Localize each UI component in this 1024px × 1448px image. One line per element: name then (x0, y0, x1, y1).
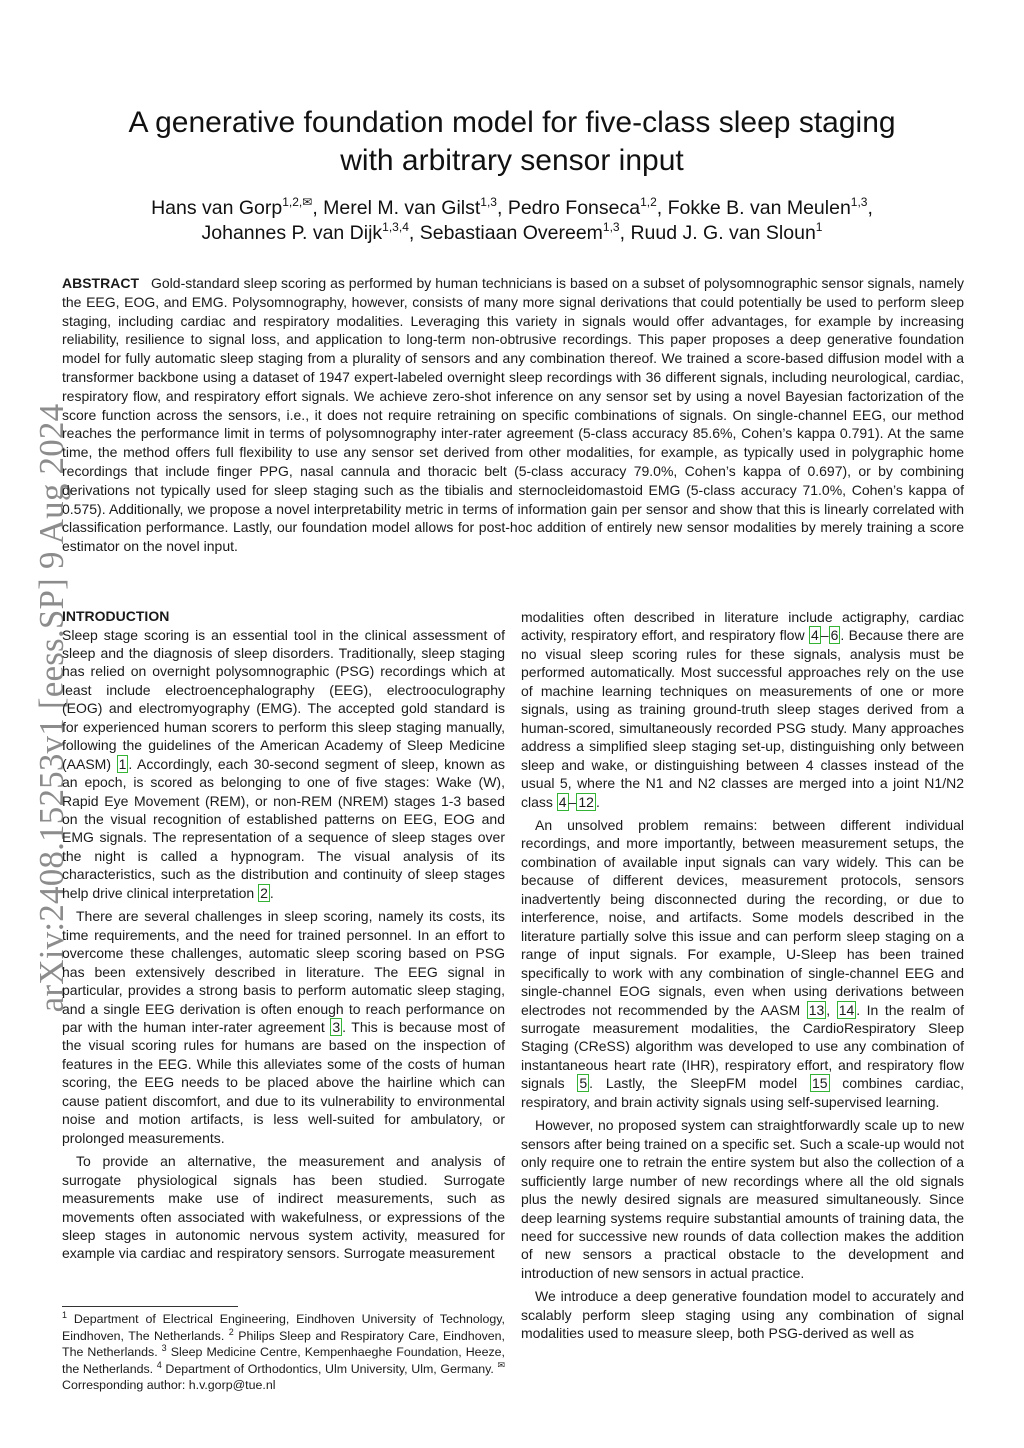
paragraph-text: . (269, 884, 274, 901)
body-paragraph (521, 1287, 964, 1342)
citation-link[interactable]: 4 (558, 793, 567, 810)
author-affiliation-marker: 1,3,4 (382, 220, 409, 234)
arxiv-identifier: arXiv:2408.15253v1 [eess.SP] 9 Aug 2024 (32, 403, 71, 1013)
citation-link[interactable]: 3 (332, 1019, 341, 1036)
paragraph-text: . This is because most of the visual scoring rules for humans are based on the inspection of features in the EEG. While this alleviates some of the costs of human scoring, the EEG needs to be placed above the hairline which can cause patient discomfort, and due to its vulnerability to environmental noise and motion artifacts, is less well-suited for ambulatory, or prolonged measurements. (62, 1019, 505, 1146)
body-paragraph (521, 816, 964, 1111)
paragraph-text: . (595, 793, 600, 810)
footnote-marker: 1 (62, 1310, 68, 1320)
footnote-text: Sleep Medicine Centre, Kempenhaeghe Foundation, Heeze, the Netherlands. (62, 1345, 505, 1376)
footnote-divider (62, 1306, 238, 1307)
author-separator: , (496, 197, 508, 219)
footnote-marker: 2 (228, 1326, 234, 1337)
abstract-text: Gold-standard sleep scoring as performed by human technicians is based on a subset of polysomnographic sensor signals, namely the EEG, EOG, and EMG. Polysomnography, however, consists of many more signal derivations that could potentially be used to perform sleep staging, including cardiac and respiratory modalities. Leveraging this variety in signals would offer advantages, for example by increasing reliability, resilience to signal loss, and application to long-term non-obtrusive recordings. This paper proposes a deep generative foundation model for fully automatic sleep staging from a plurality of sensors and any combination thereof. We trained a score-based diffusion model with a transformer backbone using a dataset of 1947 expert-labeled overnight sleep recordings with 36 different signals, including neurological, cardiac, respiratory flow, and respiratory effort signals. We achieve zero-shot inference on any sensor set by using a novel Bayesian factorization of the score function across the sensors, i.e., it does not require retraining on specific combinations of signals. On single-channel EEG, our method reaches the performance limit in terms of polysomnography inter-rater agreement (5-class accuracy 85.6%, Cohen’s kappa 0.791). At the same time, the method offers full flexibility to use any sensor set derived from other modalities, for example, as typically used in polygraphic home recordings that include finger PPG, nasal cannula and thoracic belt (5-class accuracy 79.0%, Cohen’s kappa of 0.697), or by combining derivations not typically used for sleep staging such as the tibialis and sternocleidomastoid EMG (5-class accuracy 71.0%, Cohen’s kappa of 0.575). Additionally, we propose a novel interpretability metric in terms of information gain per sensor and show that this is linearly correlated with classification performance. Lastly, our foundation model allows for post-hoc addition of entirely new sensor modalities by merely training a score estimator on the novel input. (62, 275, 964, 555)
author-line-2 (62, 221, 962, 246)
body-paragraph (521, 608, 964, 811)
body-paragraph (62, 1152, 505, 1263)
paragraph-text: modalities often described in literature include actigraphy, cardiac activity, respiratory effort, and respiratory flow (521, 609, 964, 644)
title-line-1: A generative foundation model for five-class sleep staging (128, 106, 896, 139)
citation-link[interactable]: 5 (579, 1075, 588, 1092)
paragraph-text: – (568, 793, 577, 810)
author-name: Sebastiaan Overeem (419, 222, 603, 244)
author-name: Merel M. van Gilst (323, 197, 481, 219)
paragraph-text: To provide an alternative, the measurement and analysis of surrogate physiological signals has been studied. Surrogate measurements make use of indirect measurements, such as movements often associated with wakefulness, or expressions of the sleep stages in autonomic nervous system activity, measured for example via cardiac and respiratory sensors. Surrogate measurement (62, 1153, 505, 1262)
paragraph-text: combines cardiac, respiratory, and brain activity signals using self-supervised learning. (521, 1075, 965, 1110)
footnote-marker: 4 (156, 1359, 162, 1370)
citation-link[interactable]: 4 (810, 627, 819, 644)
author-affiliation-marker: 1,3 (480, 195, 497, 209)
author-name: Pedro Fonseca (507, 197, 641, 219)
abstract-label: ABSTRACT (62, 275, 139, 291)
body-paragraph (62, 907, 505, 1147)
section-heading-introduction: INTRODUCTION (62, 608, 170, 624)
affiliations-footnote (62, 1311, 505, 1394)
body-paragraph (62, 626, 505, 903)
paper-title (62, 104, 962, 180)
author-line-1 (62, 196, 962, 221)
right-column-body (521, 608, 964, 1343)
left-column (62, 607, 505, 1263)
footnote-text: Corresponding author: h.v.gorp@tue.nl (62, 1378, 276, 1392)
abstract (62, 274, 964, 556)
citation-link[interactable]: 12 (578, 793, 594, 810)
author-name: Johannes P. van Dijk (201, 222, 383, 244)
paragraph-text: . Because there are no visual sleep scoring rules for these signals, analysis must be performed automatically. Most successful approaches rely on the use of machine learning techniques on measurements of one or more signals, using as training ground-truth sleep stages derived from a human-scored, simultaneously recorded PSG study. Many approaches address a simplified sleep staging set-up, distinguishing only between sleep and wake, or distinguishing between 4 classes instead of the usual 5, where the N1 and N2 classes are merged into a joint N1/N2 class (521, 627, 965, 810)
right-column (521, 608, 964, 1343)
author-separator: , (656, 197, 668, 219)
paragraph-text: . In the realm of surrogate measurement modalities, the CardioRespiratory Sleep Staging (CReSS) algorithm was developed to use any combination of instantaneous heart rate (IHR), respiratory effort, and respiratory flow signals (521, 1001, 964, 1092)
author-name: Hans van Gorp (151, 197, 283, 219)
citation-link[interactable]: 2 (260, 884, 268, 901)
author-list (62, 196, 962, 246)
author-affiliation-marker: 1,3 (850, 195, 868, 209)
author-separator: , (408, 222, 420, 244)
paragraph-text: An unsolved problem remains: between different individual recordings, and more importantly, between measurement setups, the combination of available input signals can vary widely. This can be because of different devices, measurement protocols, sensors inadvertently being disconnected during the recording, or due to interference, noise, and artifacts. Some models described in the literature partially solve this issue and can perform sleep staging on a range of input signals. For example, U-Sleep has been trained specifically to work with any combination of single-channel EEG and single-channel EOG signals, even when using derivations between electrodes not recommended by the AASM (521, 816, 964, 1018)
author-affiliation-marker: 1,2 (640, 195, 657, 209)
author-separator: , (619, 222, 631, 244)
paragraph-text: However, no proposed system can straightforwardly scale up to new sensors after being trained on a specific set. Such a scale-up would not only require one to retrain the entire system but also the collection of a sufficiently large number of new recordings where all the old signals plus the newly desired signals are measured simultaneously. Since deep learning systems require substantial amounts of training data, the need for successive new rounds of data collection makes the addition of new sensors a practical obstacle to the development and introduction of new sensors in actual practice. (521, 1117, 964, 1281)
citation-link[interactable]: 1 (118, 755, 127, 772)
footnote-marker: ✉ (497, 1359, 505, 1370)
footnote-marker: 3 (161, 1343, 167, 1353)
paragraph-text: There are several challenges in sleep scoring, namely its costs, its time requirements, and the need for trained personnel. In an effort to overcome these challenges, automatic sleep scoring based on PSG has been extensively described in literature. The EEG signal in particular, provides a strong basis to perform automatic sleep staging, and a single EEG derivation is often enough to reach performance on par with the human inter-rater agreement (62, 908, 505, 1036)
paragraph-text: . Accordingly, each 30-second segment of sleep, known as an epoch, is scored as belonging to one of five stages: Wake (W), Rapid Eye Movement (REM), or non-REM (NREM) stages 1-3 based on the visual recognition of established patterns on EEG, EOG and EMG signals. The representation of a sequence of sleep stages over the night is called a hypnogram. The visual analysis of its characteristics, such as the distribution and continuity of sleep stages help drive clinical interpretation (62, 755, 505, 901)
citation-link[interactable]: 6 (830, 627, 839, 644)
paragraph-text: , (826, 1001, 837, 1018)
paragraph-text: Sleep stage scoring is an essential tool in the clinical assessment of sleep and the diagnosis of sleep disorders. Traditionally, sleep staging has relied on overnight polysomnographic (PSG) recordings which at least include electroencephalography (EEG), electrooculography (EOG) and electromyography (EMG). The accepted gold standard is for experienced human scorers to perform this sleep staging manually, following the guidelines of the American Academy of Sleep Medicine (AASM) (62, 626, 505, 772)
citation-link[interactable]: 13 (808, 1001, 825, 1018)
left-column-body (62, 626, 505, 1263)
paragraph-text: We introduce a deep generative foundation model to accurately and scalably perform sleep staging using any combination of signal modalities used to measure sleep, both PSG-derived as well as (521, 1288, 964, 1342)
title-line-2: with arbitrary sensor input (340, 144, 684, 177)
author-separator: , (867, 197, 873, 219)
author-affiliation-marker: 1,3 (602, 220, 620, 234)
footnote-text: Department of Electrical Engineering, Eindhoven University of Technology, Eindhoven, The Netherlands. (62, 1312, 505, 1343)
author-name: Ruud J. G. van Sloun (630, 222, 816, 244)
author-name: Fokke B. van Meulen (667, 197, 851, 219)
citation-link[interactable]: 14 (838, 1001, 855, 1018)
body-paragraph (521, 1116, 964, 1282)
paragraph-text: – (820, 627, 829, 644)
citation-link[interactable]: 15 (811, 1075, 828, 1092)
author-separator: , (312, 197, 324, 219)
paragraph-text: . Lastly, the SleepFM model (589, 1075, 810, 1092)
footnote-text: Department of Orthodontics, Ulm University, Ulm, Germany. (161, 1361, 498, 1376)
footnote-text: Philips Sleep and Respiratory Care, Eindhoven, The Netherlands. (62, 1328, 505, 1359)
author-affiliation-marker: 1 (815, 220, 823, 234)
author-affiliation-marker: 1,2,✉ (282, 195, 313, 209)
